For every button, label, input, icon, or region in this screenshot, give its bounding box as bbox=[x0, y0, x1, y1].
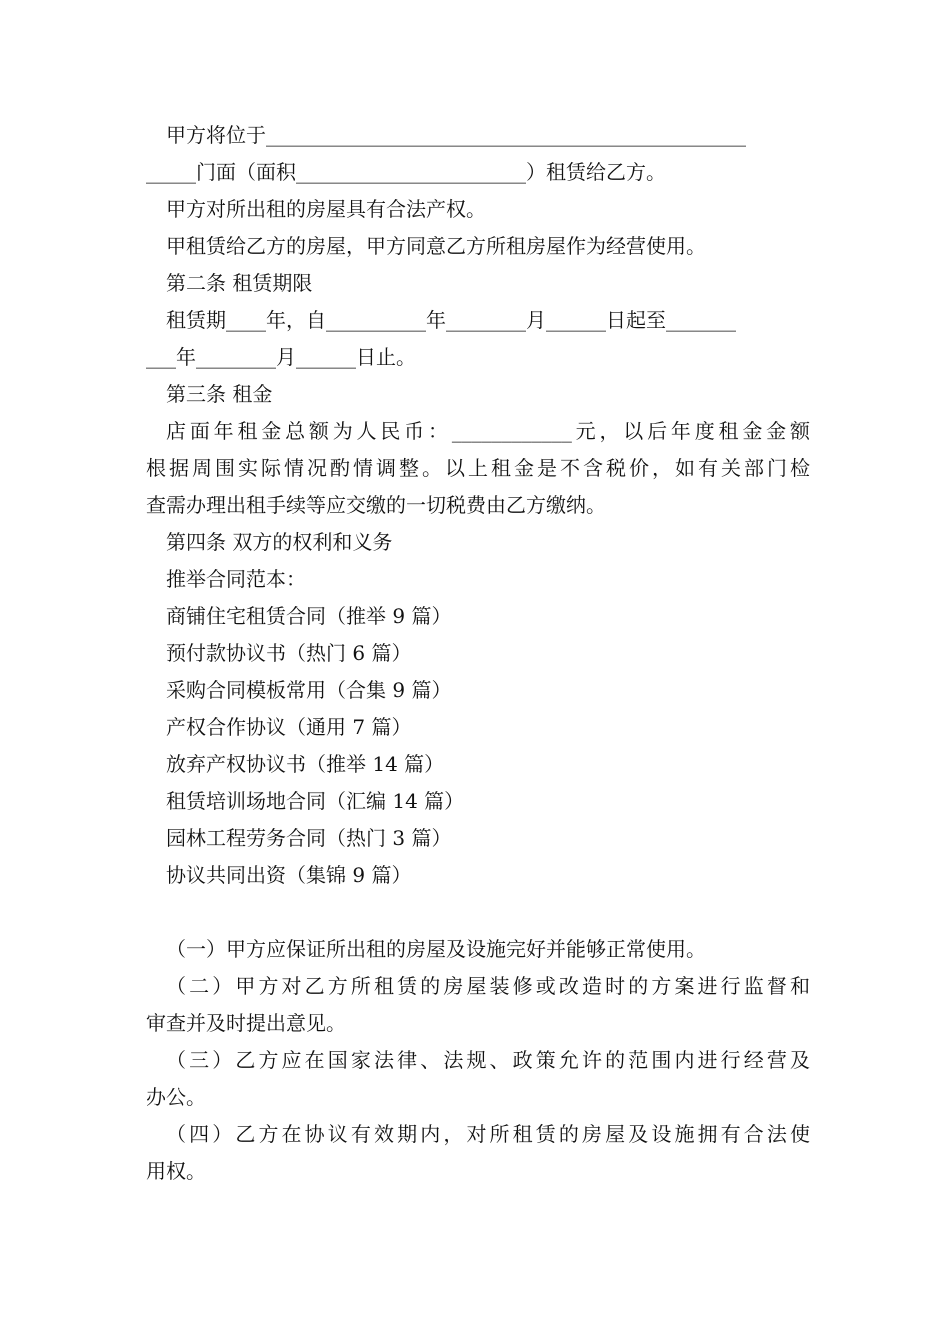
article-4-heading: 第四条 双方的权利和义务 bbox=[166, 530, 393, 554]
clause-location-line-1: 甲方将位于________________________________________________ bbox=[166, 123, 746, 147]
lease-term-line-2: ___年________月______日止。 bbox=[146, 345, 416, 369]
recommended-template-link[interactable]: 园林工程劳务合同（热门 3 篇） bbox=[166, 826, 452, 850]
rent-line-2: 根据周围实际情况酌情调整。以上租金是不含税价，如有关部门检 bbox=[146, 456, 810, 480]
duty-2-line-2: 审查并及时提出意见。 bbox=[146, 1011, 346, 1035]
duty-1: （一）甲方应保证所出租的房屋及设施完好并能够正常使用。 bbox=[166, 937, 706, 961]
recommended-template-link[interactable]: 放弃产权协议书（推举 14 篇） bbox=[166, 752, 445, 776]
clause-usage: 甲租赁给乙方的房屋，甲方同意乙方所租房屋作为经营使用。 bbox=[166, 234, 706, 258]
rent-line-3: 查需办理出租手续等应交缴的一切税费由乙方缴纳。 bbox=[146, 493, 606, 517]
recommended-template-link[interactable]: 租赁培训场地合同（汇编 14 篇） bbox=[166, 789, 465, 813]
duty-4-line-1: （四）乙方在协议有效期内，对所租赁的房屋及设施拥有合法使 bbox=[166, 1122, 810, 1146]
article-2-heading: 第二条 租赁期限 bbox=[166, 271, 313, 295]
article-3-heading: 第三条 租金 bbox=[166, 382, 273, 406]
recommended-template-link[interactable]: 产权合作协议（通用 7 篇） bbox=[166, 715, 412, 739]
recommended-template-link[interactable]: 协议共同出资（集锦 9 篇） bbox=[166, 863, 412, 887]
blank-line bbox=[146, 894, 810, 931]
clause-ownership: 甲方对所出租的房屋具有合法产权。 bbox=[166, 197, 486, 221]
recommended-template-link[interactable]: 商铺住宅租赁合同（推举 9 篇） bbox=[166, 604, 452, 628]
rent-line-1: 店面年租金总额为人民币：____________元，以后年度租金金额 bbox=[166, 419, 810, 443]
duty-3-line-1: （三）乙方应在国家法律、法规、政策允许的范围内进行经营及 bbox=[166, 1048, 810, 1072]
duty-3-line-2: 办公。 bbox=[146, 1085, 206, 1109]
recommended-template-link[interactable]: 预付款协议书（热门 6 篇） bbox=[166, 641, 412, 665]
duty-2-line-1: （二）甲方对乙方所租赁的房屋装修或改造时的方案进行监督和 bbox=[166, 974, 810, 998]
lease-term-line-1: 租赁期____年，自__________年________月______日起至_______ bbox=[166, 308, 736, 332]
clause-location-line-2: _____门面（面积_______________________）租赁给乙方。 bbox=[146, 160, 666, 184]
recommended-templates-heading: 推举合同范本： bbox=[166, 567, 306, 591]
recommended-template-link[interactable]: 采购合同模板常用（合集 9 篇） bbox=[166, 678, 452, 702]
duty-4-line-2: 用权。 bbox=[146, 1159, 206, 1183]
